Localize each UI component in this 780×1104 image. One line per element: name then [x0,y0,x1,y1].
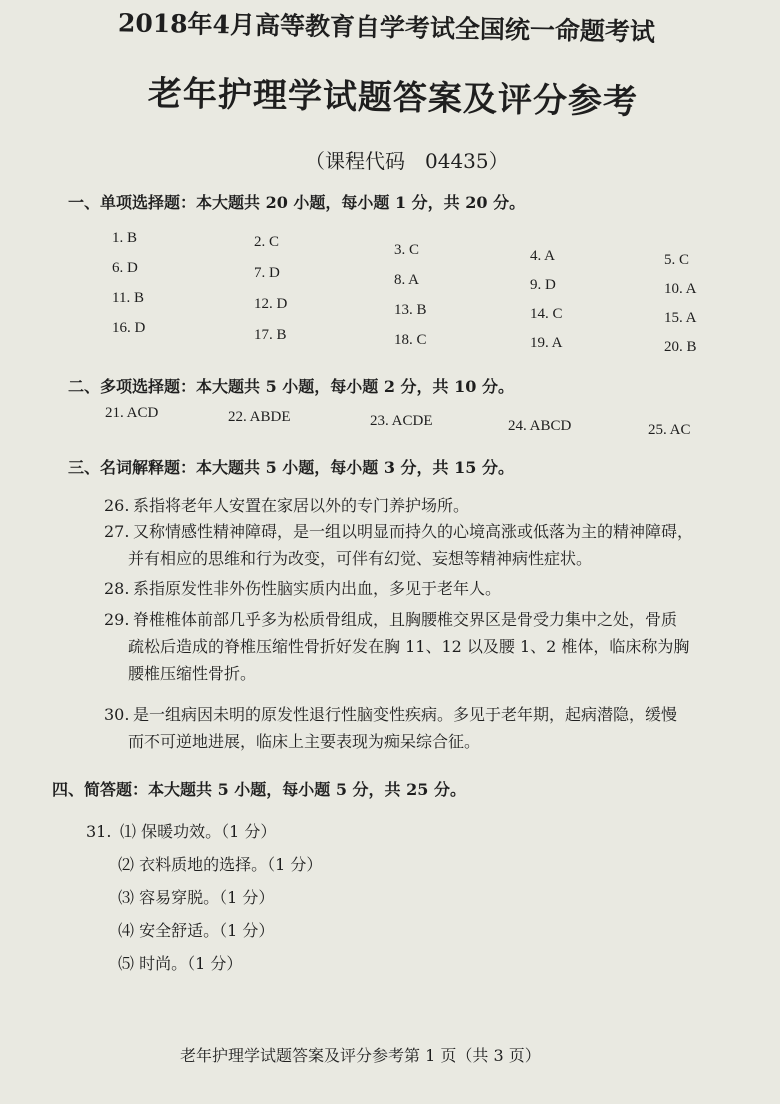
answer: 23. ACDE [370,413,433,429]
answer: 5. C [664,252,690,268]
answer-point: ⑵ 衣料质地的选择。（1 分） [118,855,323,874]
answer: 8. A [394,272,420,288]
answer: 21. ACD [105,405,159,421]
answer-text: 腰椎压缩性骨折。 [128,664,257,683]
answer: 4. A [530,248,556,264]
section-2-heading: 二、多项选择题：本大题共 5 小题，每小题 2 分，共 10 分。 [68,377,514,396]
answer: 6. D [112,260,138,276]
answer: 7. D [254,265,280,281]
section-1-heading: 一、单项选择题：本大题共 20 小题，每小题 1 分，共 20 分。 [68,193,526,212]
answer: 10. A [664,281,697,297]
question-number: 27. [104,522,130,541]
answer: 16. D [112,320,146,336]
exam-header: 2018年4月高等教育自学考试全国统一命题考试 [117,8,656,47]
answer: 1. B [112,230,138,246]
document-title: 老年护理学试题答案及评分参考 [147,73,639,123]
answer-text: 系指将老年人安置在家居以外的专门养护场所。 [133,496,470,515]
answer-text: 脊椎椎体前部几乎多为松质骨组成，且胸腰椎交界区是骨受力集中之处，骨质 [133,610,678,629]
answer-text: 又称情感性精神障碍，是一组以明显而持久的心境高涨或低落为主的精神障碍， [133,522,694,541]
answer: 22. ABDE [228,409,291,425]
answer: 11. B [112,290,144,306]
answer: 14. C [530,306,563,322]
question-number: 29. [104,610,130,629]
answer-point: ⑸ 时尚。（1 分） [118,954,243,973]
answer: 18. C [394,332,427,348]
answer: 2. C [254,234,280,250]
section-4-heading: 四、简答题：本大题共 5 小题，每小题 5 分，共 25 分。 [52,780,466,799]
answer: 12. D [254,296,288,312]
question-number: 30. [104,705,130,724]
answer: 25. AC [648,422,691,438]
answer: 24. ABCD [508,418,572,434]
answer: 15. A [664,310,697,326]
answer: 13. B [394,302,427,318]
answer-text: 系指原发性非外伤性脑实质内出血，多见于老年人。 [133,579,502,598]
course-code: （课程代码 04435） [305,149,509,173]
page-footer: 老年护理学试题答案及评分参考第 1 页（共 3 页） [180,1046,541,1065]
answer: 17. B [254,327,287,343]
answer-point: ⑴ 保暖功效。（1 分） [120,822,277,841]
question-number: 28. [104,579,130,598]
answer-text: 疏松后造成的脊椎压缩性骨折好发在胸 11、12 以及腰 1、2 椎体，临床称为胸 [128,637,690,656]
answer-text: 是一组病因未明的原发性退行性脑变性疾病。多见于老年期，起病潜隐，缓慢 [133,705,678,724]
answer: 9. D [530,277,556,293]
question-number: 31. [86,822,112,841]
answer: 20. B [664,339,697,355]
answer: 3. C [394,242,420,258]
question-number: 26. [104,496,130,515]
answer-text: 而不可逆地进展，临床上主要表现为痴呆综合征。 [128,732,481,751]
section-3-heading: 三、名词解释题：本大题共 5 小题，每小题 3 分，共 15 分。 [68,458,514,477]
answer-point: ⑶ 容易穿脱。（1 分） [118,888,275,907]
answer-point: ⑷ 安全舒适。（1 分） [118,921,275,940]
answer: 19. A [530,335,563,351]
answer-text: 并有相应的思维和行为改变，可伴有幻觉、妄想等精神病性症状。 [128,549,593,568]
